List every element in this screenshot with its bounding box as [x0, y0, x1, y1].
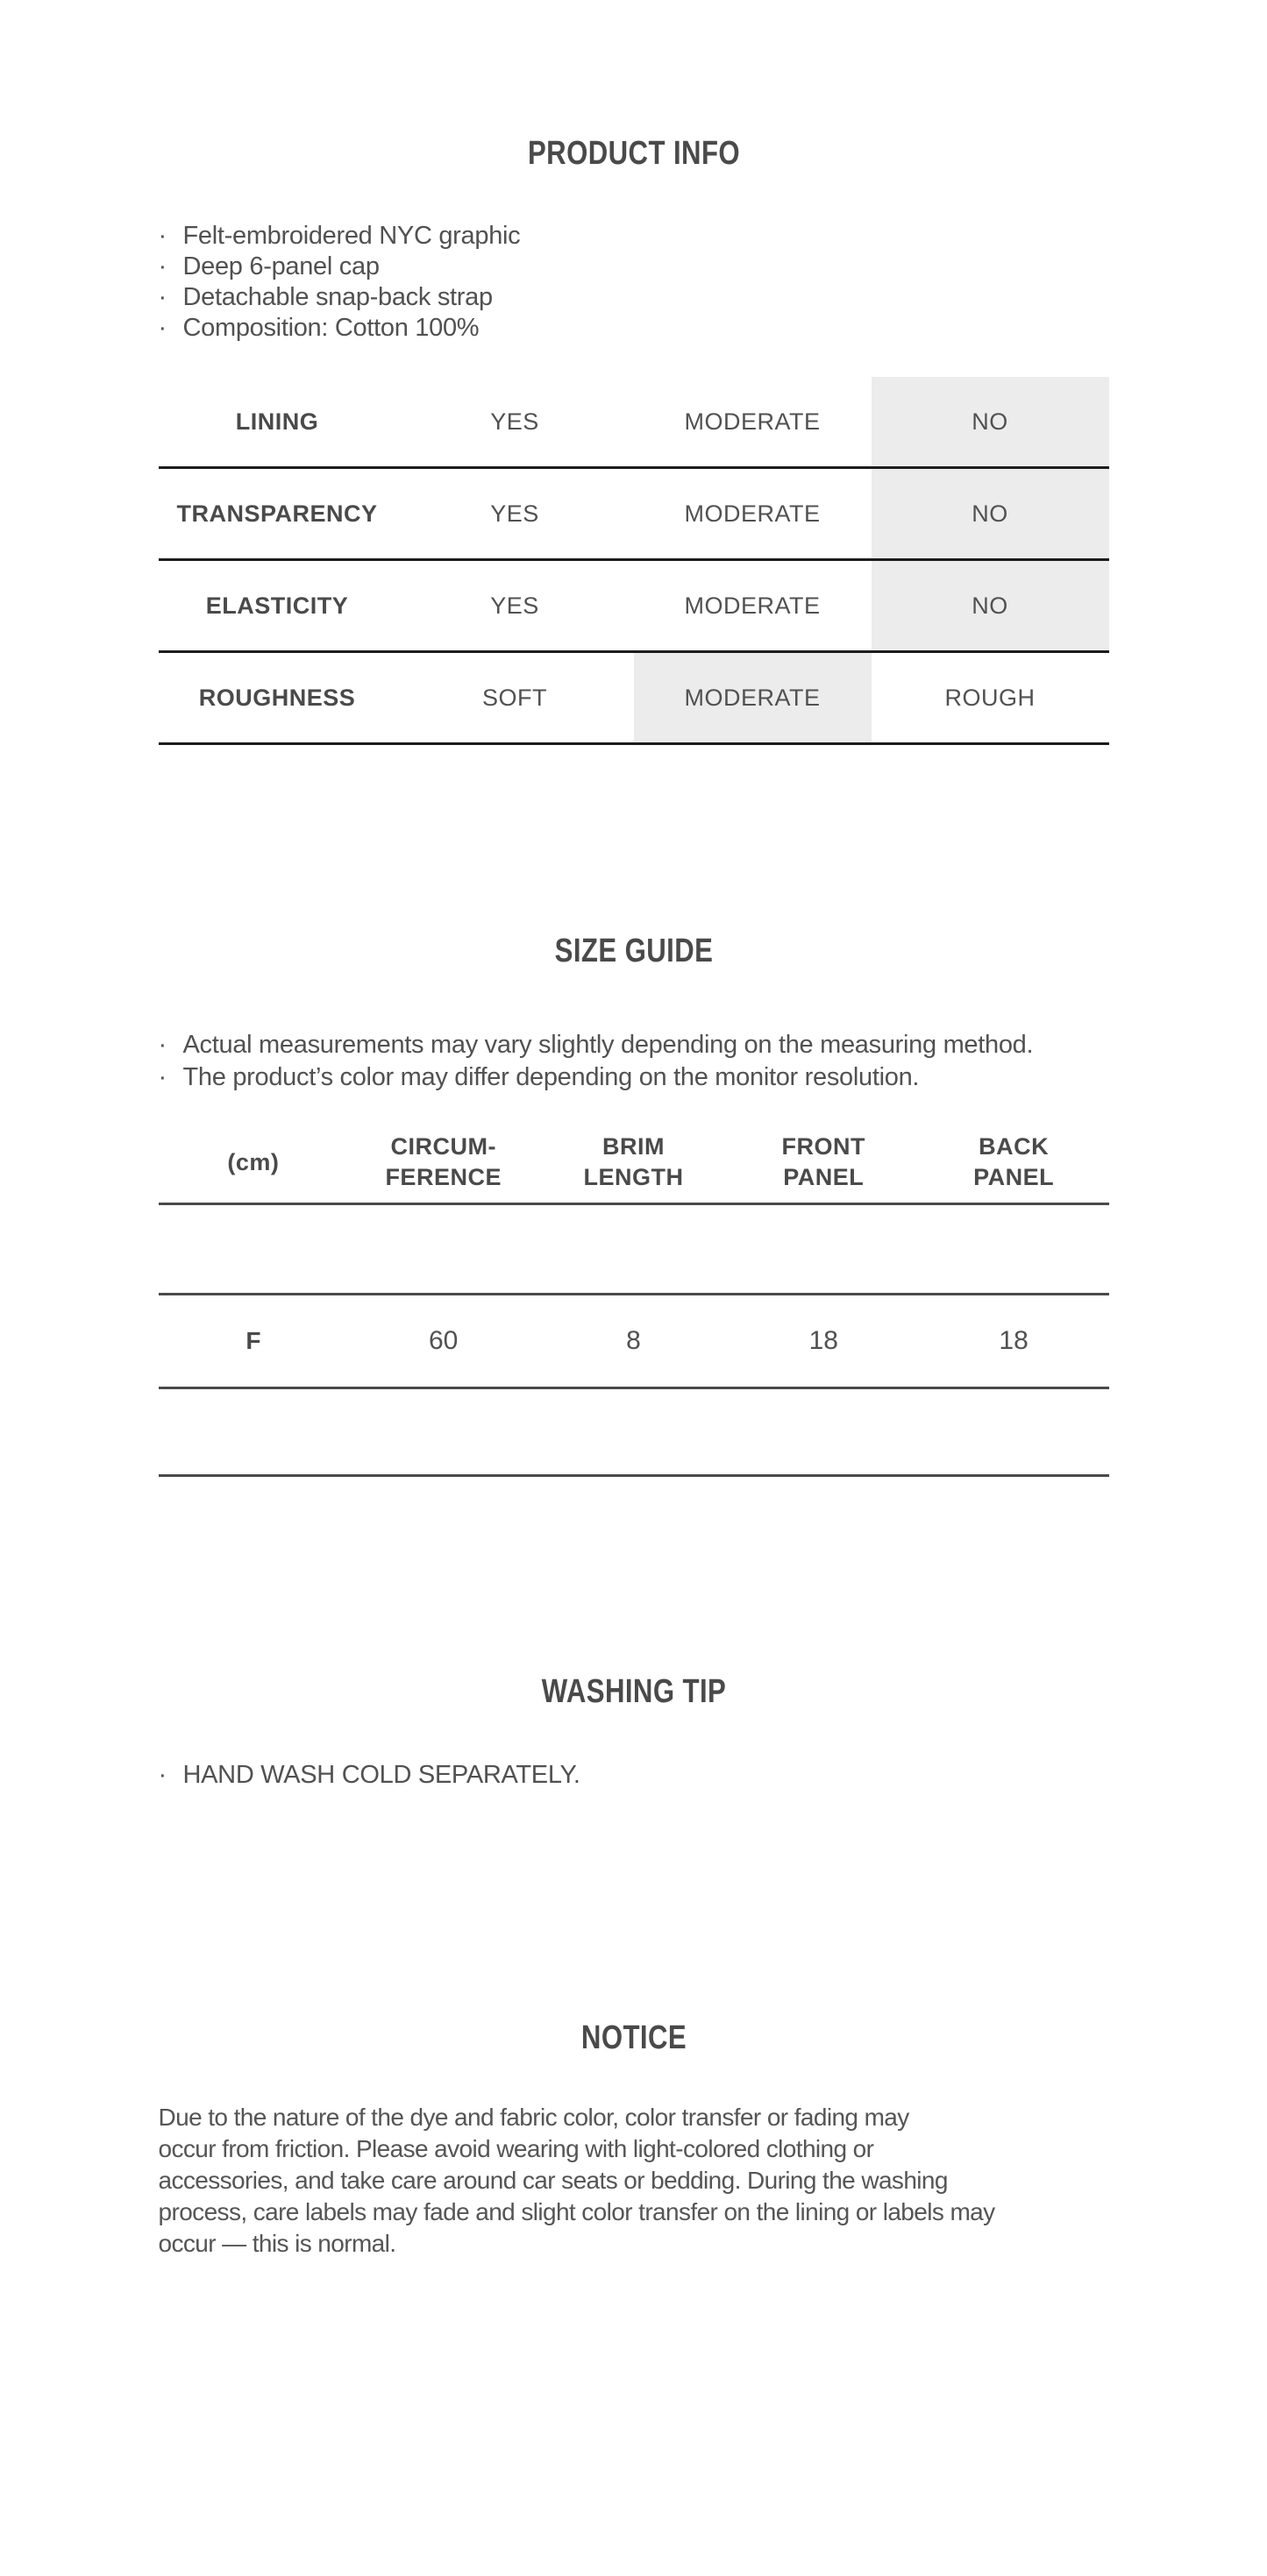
notice-line: process, care labels may fade and slight color transfer on the lining or labels may	[158, 2198, 995, 2225]
section-title-washing-tip: WASHING TIP	[541, 1673, 726, 1710]
spec-option: YES	[490, 408, 539, 435]
notice-line: occur — this is normal.	[158, 2230, 396, 2257]
spec-option: MODERATE	[684, 592, 821, 619]
spec-option: ROUGH	[944, 684, 1036, 711]
header-cell-brim-length: BRIM LENGTH	[583, 1133, 684, 1190]
feature-text: Composition: Cotton 100%	[182, 314, 480, 342]
spec-table	[159, 377, 1109, 745]
spec-option: YES	[490, 592, 539, 619]
spec-option-selected: NO	[872, 377, 1109, 466]
feature-text: Felt-embroidered NYC graphic	[182, 222, 521, 250]
size-guide-notes	[159, 1029, 1109, 1094]
section-title-product-info: PRODUCT INFO	[527, 135, 740, 172]
bullet-dot-icon: ·	[158, 314, 167, 342]
bullet-dot-icon: ·	[158, 1761, 167, 1789]
spec-option: YES	[490, 500, 539, 527]
feature-text: Deep 6-panel cap	[182, 252, 380, 280]
feature-item	[159, 313, 1109, 344]
notice-section	[159, 2019, 1109, 2260]
washing-tip-section	[159, 1672, 1109, 1791]
size-table-spacer-row	[159, 1205, 1109, 1295]
spec-option-selected: NO	[872, 561, 1109, 650]
size-cell-brim-length: 8	[626, 1326, 641, 1355]
product-feature-list	[159, 221, 1109, 344]
notice-line: occur from friction. Please avoid wearing with light-colored clothing or	[158, 2135, 874, 2162]
notice-paragraph	[159, 2102, 1109, 2260]
section-title-size-guide: SIZE GUIDE	[554, 933, 713, 969]
spec-option: MODERATE	[684, 500, 821, 527]
size-cell-front-panel: 18	[808, 1326, 838, 1355]
bullet-dot-icon: ·	[158, 1031, 167, 1059]
product-info-section	[159, 134, 1109, 745]
size-table-header-row	[159, 1122, 1109, 1205]
size-table-spacer-row	[159, 1389, 1109, 1477]
feature-text: Detachable snap-back strap	[182, 283, 493, 311]
spec-option: SOFT	[482, 684, 547, 711]
size-table-data-row	[159, 1295, 1109, 1389]
header-cell-circumference: CIRCUM- FERENCE	[385, 1133, 502, 1190]
notice-line: Due to the nature of the dye and fabric color, color transfer or fading may	[158, 2104, 909, 2131]
product-detail-page	[159, 134, 1109, 2260]
spec-label: ROUGHNESS	[198, 684, 356, 711]
spec-row-roughness	[159, 653, 1109, 745]
feature-item	[159, 282, 1109, 313]
size-table	[159, 1122, 1109, 1477]
size-cell-circumference: 60	[429, 1326, 459, 1355]
note-text: The product’s color may differ depending on the monitor resolution.	[182, 1063, 920, 1091]
header-cell-back-panel: BACK PANEL	[973, 1133, 1055, 1190]
spec-row-lining	[159, 377, 1109, 469]
note-text: Actual measurements may vary slightly depending on the measuring method.	[182, 1031, 1034, 1059]
bullet-dot-icon: ·	[158, 1063, 167, 1091]
note-item	[159, 1760, 1109, 1791]
spec-label: LINING	[235, 408, 319, 435]
spec-option: MODERATE	[684, 408, 821, 435]
section-title-notice: NOTICE	[580, 2019, 687, 2056]
spec-row-elasticity	[159, 561, 1109, 653]
bullet-dot-icon: ·	[158, 252, 167, 280]
header-cell-front-panel: FRONT PANEL	[781, 1133, 866, 1190]
spec-label: TRANSPARENCY	[176, 500, 378, 527]
spec-row-transparency	[159, 469, 1109, 561]
note-text: HAND WASH COLD SEPARATELY.	[182, 1761, 580, 1789]
size-cell-back-panel: 18	[999, 1326, 1029, 1355]
spec-option-selected: MODERATE	[634, 653, 872, 742]
header-cell-unit: (cm)	[227, 1148, 280, 1175]
note-item	[159, 1029, 1109, 1061]
spec-label: ELASTICITY	[205, 592, 349, 619]
size-cell-label: F	[246, 1327, 261, 1354]
size-guide-section	[159, 932, 1109, 1477]
bullet-dot-icon: ·	[158, 222, 167, 250]
washing-tip-notes	[159, 1760, 1109, 1791]
bullet-dot-icon: ·	[158, 283, 167, 311]
spec-option-selected: NO	[872, 469, 1109, 558]
notice-line: accessories, and take care around car seats or bedding. During the washing	[158, 2167, 948, 2194]
feature-item	[159, 221, 1109, 252]
note-item	[159, 1061, 1109, 1094]
feature-item	[159, 252, 1109, 282]
